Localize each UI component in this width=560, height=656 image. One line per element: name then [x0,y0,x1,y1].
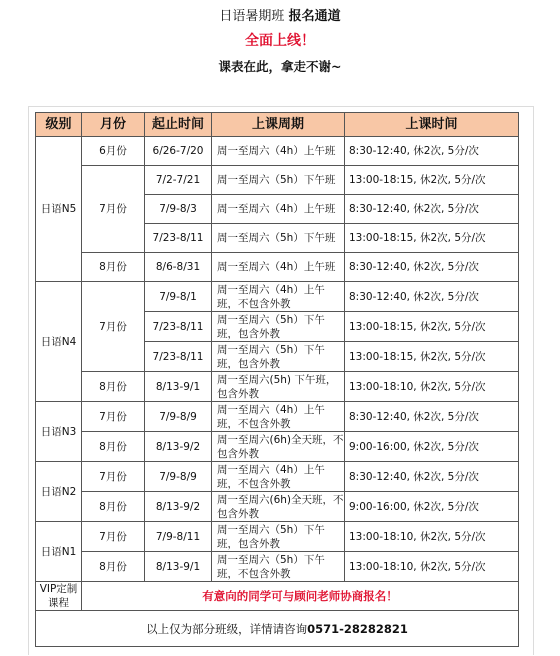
title-bold: 报名通道 [288,9,341,24]
month-cell: 7月份 [82,402,145,432]
dates-cell: 6/26-7/20 [145,137,212,166]
level-n2: 日语N2 [36,462,82,522]
period-cell: 周一至周六（4h）上午班，不包含外教 [212,282,345,312]
month-cell: 8月份 [82,432,145,462]
time-cell: 13:00-18:10, 休2次, 5分/次 [345,522,519,552]
subtitle: 课表在此，拿走不谢~ [218,59,342,74]
dates-cell: 8/6-8/31 [145,253,212,282]
time-cell: 8:30-12:40, 休2次, 5分/次 [345,282,519,312]
table-row [36,137,519,166]
vip-label: VIP定制课程 [36,582,82,611]
period-cell: 周一至周六（4h）上午班 [212,253,345,282]
dates-cell: 7/9-8/9 [145,462,212,492]
month-cell: 7月份 [82,522,145,552]
time-cell: 8:30-12:40, 休2次, 5分/次 [345,253,519,282]
table-row [36,522,519,552]
col-month: 月份 [82,113,145,137]
dates-cell: 7/9-8/11 [145,522,212,552]
month-cell: 8月份 [82,253,145,282]
time-cell: 8:30-12:40, 休2次, 5分/次 [345,462,519,492]
dates-cell: 8/13-9/1 [145,552,212,582]
period-cell: 周一至周六（5h）下午班，不包含外教 [212,552,345,582]
footer-text: 以上仅为部分班级，详情请咨询 [146,621,308,636]
footer-row [36,611,519,647]
dates-cell: 8/13-9/2 [145,492,212,522]
launch-banner: 全面上线！ [245,33,315,49]
month-cell: 6月份 [82,137,145,166]
table-row [36,372,519,402]
level-n3: 日语N3 [36,402,82,462]
dates-cell: 7/9-8/9 [145,402,212,432]
col-level: 级别 [36,113,82,137]
table-row [36,282,519,312]
table-row [36,166,519,195]
dates-cell: 7/23-8/11 [145,312,212,342]
vip-row [36,582,519,611]
period-cell: 周一至周六（4h）上午班，不包含外教 [212,462,345,492]
period-cell: 周一至周六(6h)全天班，不包含外教 [212,492,345,522]
month-cell: 8月份 [82,492,145,522]
time-cell: 13:00-18:15, 休2次, 5分/次 [345,166,519,195]
time-cell: 8:30-12:40, 休2次, 5分/次 [345,137,519,166]
dates-cell: 7/23-8/11 [145,342,212,372]
table-row [36,432,519,462]
level-n1: 日语N1 [36,522,82,582]
vip-note: 有意向的同学可与顾问老师协商报名！ [82,582,519,611]
time-cell: 13:00-18:15, 休2次, 5分/次 [345,342,519,372]
footer-note [36,611,519,647]
month-cell: 7月份 [82,166,145,253]
period-cell: 周一至周六（5h）下午班，包含外教 [212,522,345,552]
period-cell: 周一至周六（4h）上午班 [212,137,345,166]
month-cell: 7月份 [82,282,145,372]
period-cell: 周一至周六(5h) 下午班，包含外教 [212,372,345,402]
period-cell: 周一至周六（5h）下午班，包含外教 [212,312,345,342]
table-row [36,552,519,582]
table-row [36,402,519,432]
dates-cell: 7/2-7/21 [145,166,212,195]
month-cell: 8月份 [82,372,145,402]
month-cell: 7月份 [82,462,145,492]
table-row [36,253,519,282]
level-n4: 日语N4 [36,282,82,402]
time-cell: 8:30-12:40, 休2次, 5分/次 [345,402,519,432]
dates-cell: 8/13-9/1 [145,372,212,402]
period-cell: 周一至周六(6h)全天班，不包含外教 [212,432,345,462]
table-header-row [36,113,519,137]
time-cell: 13:00-18:15, 休2次, 5分/次 [345,224,519,253]
footer-phone: 0571-28282821 [307,621,408,636]
col-dates: 起止时间 [145,113,212,137]
time-cell: 9:00-16:00, 休2次, 5分/次 [345,432,519,462]
table-row [36,492,519,522]
schedule-table [35,112,519,647]
dates-cell: 7/9-8/3 [145,195,212,224]
time-cell: 13:00-18:10, 休2次, 5分/次 [345,372,519,402]
title-line [0,5,560,24]
time-cell: 13:00-18:10, 休2次, 5分/次 [345,552,519,582]
dates-cell: 8/13-9/2 [145,432,212,462]
table-row [36,462,519,492]
time-cell: 13:00-18:15, 休2次, 5分/次 [345,312,519,342]
period-cell: 周一至周六（4h）上午班，不包含外教 [212,402,345,432]
month-cell: 8月份 [82,552,145,582]
dates-cell: 7/23-8/11 [145,224,212,253]
period-cell: 周一至周六（4h）上午班 [212,195,345,224]
col-period: 上课周期 [212,113,345,137]
col-time: 上课时间 [345,113,519,137]
period-cell: 周一至周六（5h）下午班 [212,166,345,195]
time-cell: 9:00-16:00, 休2次, 5分/次 [345,492,519,522]
period-cell: 周一至周六（5h）下午班 [212,224,345,253]
period-cell: 周一至周六（5h）下午班，包含外教 [212,342,345,372]
level-n5: 日语N5 [36,137,82,282]
dates-cell: 7/9-8/1 [145,282,212,312]
time-cell: 8:30-12:40, 休2次, 5分/次 [345,195,519,224]
title-prefix: 日语暑期班 [219,9,285,24]
